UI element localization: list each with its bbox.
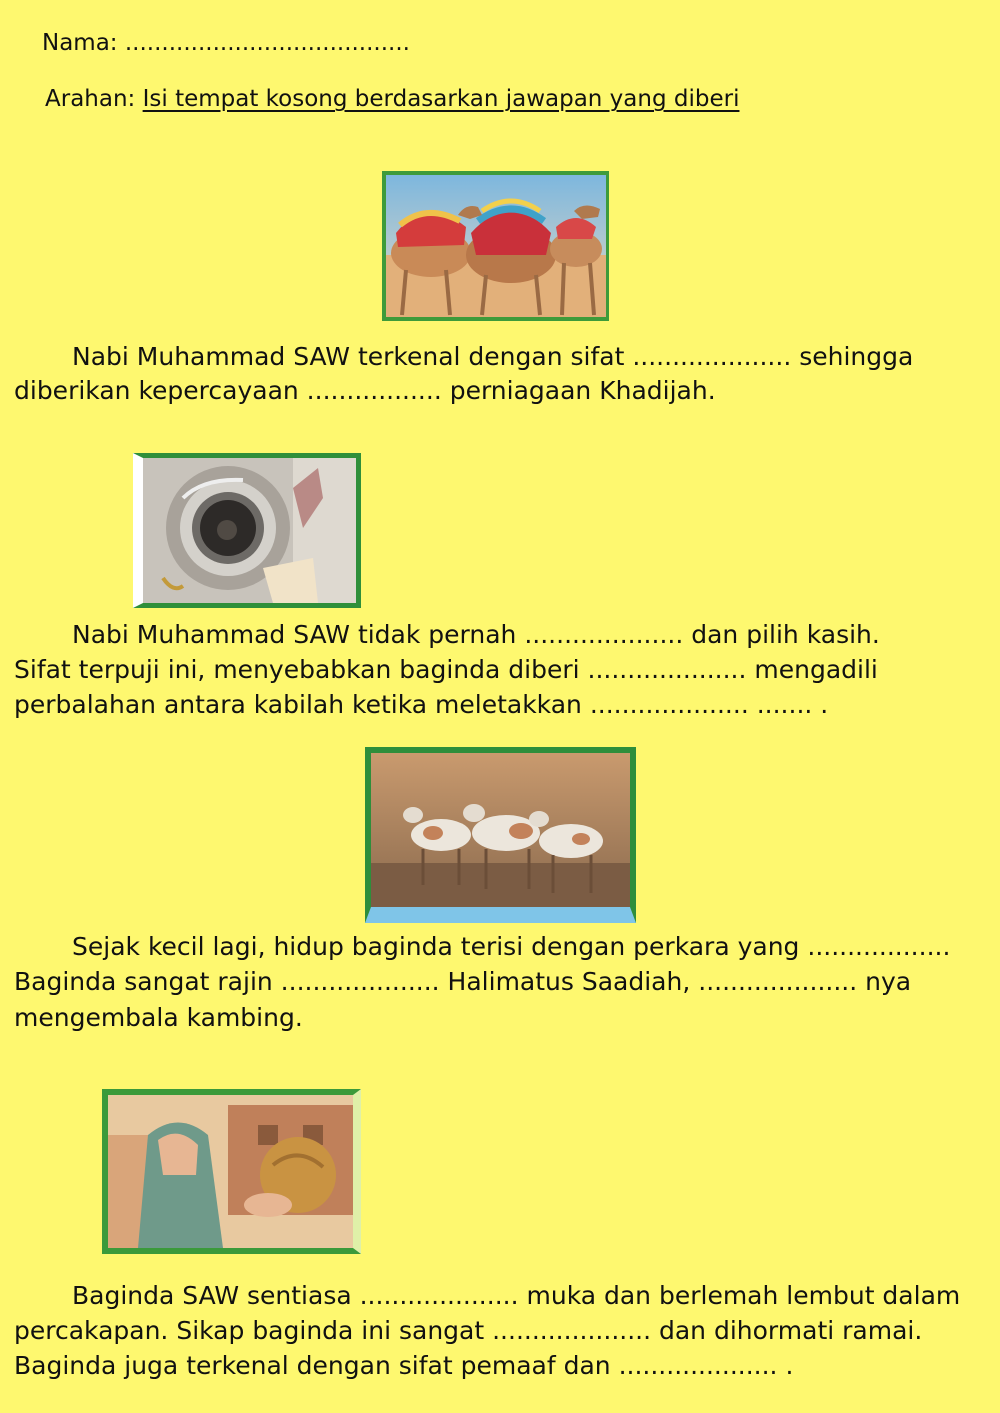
question-2-line-1: Nabi Muhammad SAW tidak pernah .................... dan pilih kasih. bbox=[72, 620, 880, 649]
woman-carrying-sack-image bbox=[102, 1089, 361, 1254]
hajar-aswad-image bbox=[133, 453, 361, 608]
question-4-line-1: Baginda SAW sentiasa .................... muka dan berlemah lembut dalam bbox=[72, 1281, 961, 1310]
question-4-line-2: percakapan. Sikap baginda ini sangat .................... dan dihormati ramai. bbox=[14, 1316, 923, 1345]
question-2-line-2: Sifat terpuji ini, menyebabkan baginda diberi .................... mengadili bbox=[14, 655, 878, 684]
question-1-line-2: diberikan kepercayaan ................. perniagaan Khadijah. bbox=[14, 376, 716, 405]
question-3-line-2: Baginda sangat rajin .................... Halimatus Saadiah, .................... nya bbox=[14, 967, 912, 996]
instruction bbox=[45, 86, 739, 112]
question-3-line-1: Sejak kecil lagi, hidup baginda terisi dengan perkara yang .................. bbox=[72, 932, 951, 961]
question-4-line-3: Baginda juga terkenal dengan sifat pemaaf dan .................... . bbox=[14, 1351, 794, 1380]
question-2-line-3: perbalahan antara kabilah ketika meletakkan .................... ....... . bbox=[14, 690, 829, 719]
goats-herd-image bbox=[365, 747, 636, 923]
arahan-label: Arahan: bbox=[45, 86, 136, 112]
question-3-line-3: mengembala kambing. bbox=[14, 1003, 303, 1032]
arahan-text: Isi tempat kosong berdasarkan jawapan yang diberi bbox=[142, 86, 740, 112]
nama-field-label: Nama: ....................................... bbox=[42, 30, 410, 56]
camel-caravan-image bbox=[382, 171, 609, 321]
question-1-line-1: Nabi Muhammad SAW terkenal dengan sifat .................... sehingga bbox=[72, 342, 914, 371]
